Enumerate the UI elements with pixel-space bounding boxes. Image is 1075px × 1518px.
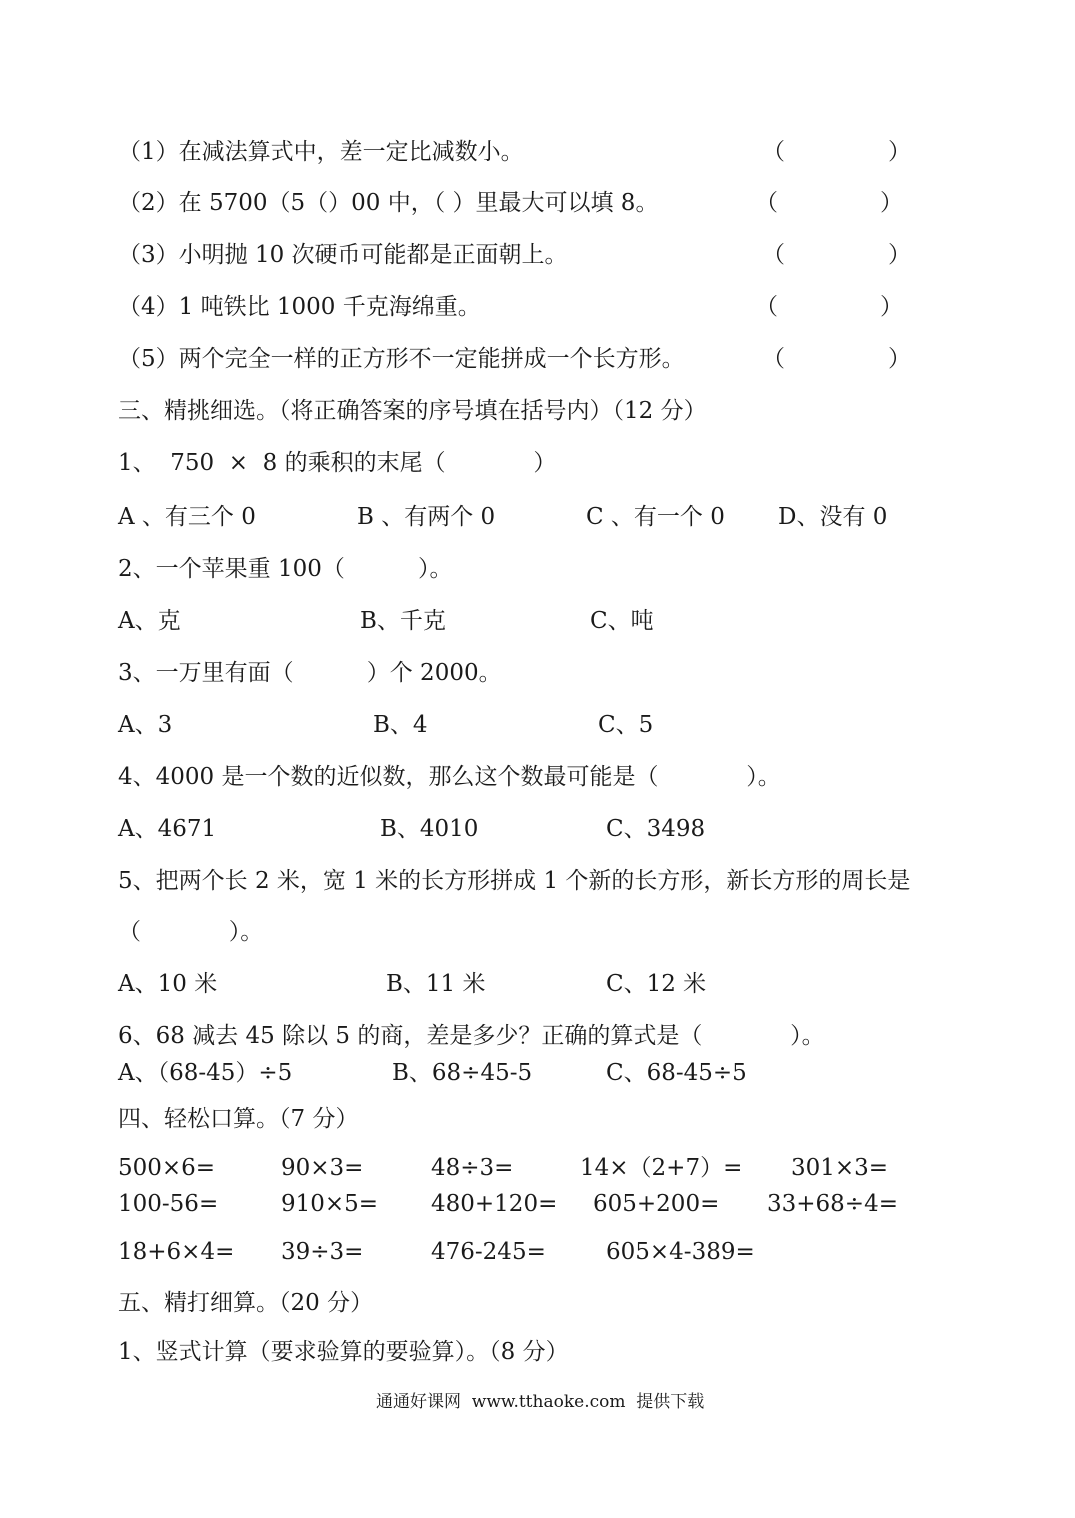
question-1-option-a: A 、有三个 0 xyxy=(118,504,256,530)
answer-paren-close-5: ） xyxy=(888,346,911,372)
mental-math-item: 605×4-389= xyxy=(606,1239,755,1265)
mental-math-item: 910×5= xyxy=(281,1191,379,1217)
mental-math-item: 476-245= xyxy=(431,1239,546,1265)
answer-paren-close-3: ） xyxy=(888,242,911,268)
mental-math-item: 33+68÷4= xyxy=(767,1191,898,1217)
question-6-option-b: B、68÷45-5 xyxy=(392,1060,533,1086)
judge-item-3: （3）小明抛 10 次硬币可能都是正面朝上。 xyxy=(118,242,568,268)
question-3-option-a: A、3 xyxy=(118,712,173,738)
section-3-heading: 三、精挑细选。（将正确答案的序号填在括号内）（12 分） xyxy=(118,398,707,424)
mental-math-item: 14×（2+7）= xyxy=(580,1155,743,1181)
question-5-stem-continued: （ ）。 xyxy=(118,919,264,945)
mental-math-item: 90×3= xyxy=(281,1155,364,1181)
mental-math-item: 605+200= xyxy=(593,1191,720,1217)
question-6-stem: 6、68 减去 45 除以 5 的商，差是多少？正确的算式是（ ）。 xyxy=(118,1023,825,1049)
answer-paren-open-4: （ xyxy=(755,294,778,320)
question-2-option-b: B、千克 xyxy=(360,608,446,634)
answer-paren-open-3: （ xyxy=(762,242,785,268)
mental-math-item: 18+6×4= xyxy=(118,1239,235,1265)
answer-paren-open-1: （ xyxy=(762,139,785,165)
question-2-stem: 2、一个苹果重 100（ ）。 xyxy=(118,556,453,582)
question-3-option-c: C、5 xyxy=(598,712,654,738)
answer-paren-close-1: ） xyxy=(888,139,911,165)
question-5-stem: 5、把两个长 2 米，宽 1 米的长方形拼成 1 个新的长方形，新长方形的周长是 xyxy=(118,868,911,894)
question-5-option-b: B、11 米 xyxy=(386,971,486,997)
question-5-option-a: A、10 米 xyxy=(118,971,218,997)
question-2-option-c: C、吨 xyxy=(590,608,654,634)
mental-math-item: 480+120= xyxy=(431,1191,558,1217)
question-6-option-a: A、（68-45）÷5 xyxy=(118,1060,293,1086)
judge-item-2: （2）在 5700（5（）00 中，（ ）里最大可以填 8。 xyxy=(118,190,659,216)
mental-math-item: 100-56= xyxy=(118,1191,219,1217)
question-4-option-a: A、4671 xyxy=(118,816,217,842)
question-3-stem: 3、一万里有面（ ）个 2000。 xyxy=(118,660,502,686)
footer-credit: 通通好课网 www.tthaoke.com 提供下载 xyxy=(376,1392,705,1412)
section-5-heading: 五、精打细算。（20 分） xyxy=(118,1290,374,1316)
answer-paren-close-2: ） xyxy=(880,190,903,216)
judge-item-5: （5）两个完全一样的正方形不一定能拼成一个长方形。 xyxy=(118,346,685,372)
mental-math-item: 301×3= xyxy=(791,1155,889,1181)
judge-item-1: （1）在减法算式中，差一定比减数小。 xyxy=(118,139,524,165)
question-1-option-d: D、没有 0 xyxy=(778,504,888,530)
question-4-option-b: B、4010 xyxy=(380,816,479,842)
answer-paren-open-2: （ xyxy=(755,190,778,216)
question-2-option-a: A、克 xyxy=(118,608,181,634)
question-1-stem: 1、 750 × 8 的乘积的末尾（ ） xyxy=(118,450,557,476)
question-5-option-c: C、12 米 xyxy=(606,971,707,997)
question-4-option-c: C、3498 xyxy=(606,816,706,842)
answer-paren-close-4: ） xyxy=(880,294,903,320)
answer-paren-open-5: （ xyxy=(762,346,785,372)
mental-math-item: 500×6= xyxy=(118,1155,216,1181)
mental-math-item: 39÷3= xyxy=(281,1239,364,1265)
question-4-stem: 4、4000 是一个数的近似数，那么这个数最可能是（ ）。 xyxy=(118,764,781,790)
section-4-heading: 四、轻松口算。（7 分） xyxy=(118,1106,359,1132)
question-1-option-b: B 、有两个 0 xyxy=(357,504,496,530)
mental-math-item: 48÷3= xyxy=(431,1155,514,1181)
question-1-option-c: C 、有一个 0 xyxy=(586,504,725,530)
question-6-option-c: C、68-45÷5 xyxy=(606,1060,747,1086)
section-5-subheading: 1、竖式计算（要求验算的要验算）。（8 分） xyxy=(118,1339,569,1365)
judge-item-4: （4）1 吨铁比 1000 千克海绵重。 xyxy=(118,294,481,320)
question-3-option-b: B、4 xyxy=(373,712,428,738)
